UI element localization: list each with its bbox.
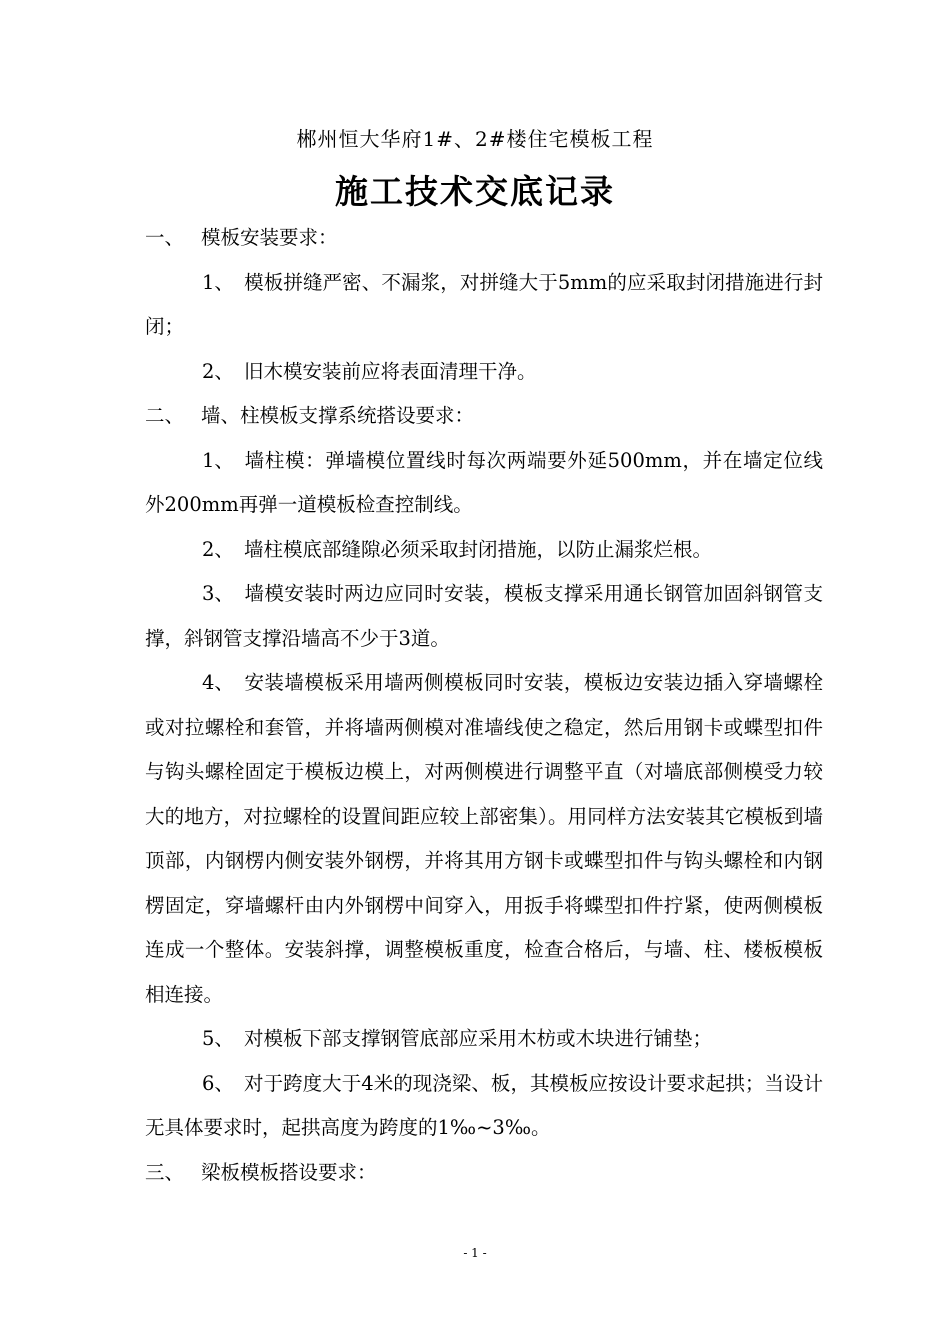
section-number: 一、 [145,226,185,249]
section-heading-3 [145,1151,823,1196]
document-subtitle: 郴州恒大华府1#、2#楼住宅模板工程 [296,127,654,151]
item-number: 1、 [202,270,234,294]
item-text: 墙模安装时两边应同时安装，模板支撑采用通长钢管加固斜钢管支撑，斜钢管支撑沿墙高不少于3道。 [145,582,823,650]
list-item [145,439,823,528]
item-number: 2、 [202,359,234,383]
item-number: 5、 [202,1027,234,1050]
item-text: 模板拼缝严密、不漏浆，对拼缝大于5mm的应采取封闭措施进行封闭； [145,270,823,338]
section-number: 三、 [145,1160,185,1184]
item-number: 4、 [202,671,234,694]
item-number: 2、 [202,537,234,561]
list-item [145,1062,823,1151]
item-number: 6、 [202,1071,234,1095]
list-item [145,528,823,573]
section-heading-2 [145,394,823,439]
section-title: 模板安装要求： [201,226,338,249]
document-body [145,216,823,1195]
item-text: 墙柱模底部缝隙必须采取封闭措施，以防止漏浆烂根。 [244,537,713,561]
section-title: 墙、柱模板支撑系统搭设要求： [201,404,475,427]
item-text: 墙柱模：弹墙模位置线时每次两端要外延500mm，并在墙定位线外200mm再弹一道模板检查控制线。 [145,448,823,516]
list-item [145,572,823,661]
list-item [145,661,823,1017]
item-text: 对于跨度大于4米的现浇梁、板，其模板应按设计要求起拱；当设计无具体要求时，起拱高度为跨度的1‰~3‰。 [145,1071,823,1139]
section-number: 二、 [145,404,185,427]
section-heading-1 [145,216,823,261]
page-number: - 1 - [463,1246,487,1260]
list-item [145,350,823,395]
item-number: 1、 [202,448,234,472]
section-title: 梁板模板搭设要求： [201,1160,377,1184]
list-item [145,1017,823,1062]
item-text: 安装墙模板采用墙两侧模板同时安装，模板边安装边插入穿墙螺栓或对拉螺栓和套管，并将墙两侧模对准墙线使之稳定，然后用钢卡或蝶型扣件与钩头螺栓固定于模板边模上，对两侧模进行调整平直（对墙底部侧模受力较大的地方，对拉螺栓的设置间距应较上部密集）。用同样方法安装其它模板到墙顶部，内钢楞内侧安装外钢楞，并将其用方钢卡或蝶型扣件与钩头螺栓和内钢楞固定，穿墙螺杆由内外钢楞中间穿入，用扳手将蝶型扣件拧紧，使两侧模板连成一个整体。安装斜撑，调整模板重度，检查合格后，与墙、柱、楼板模板相连接。 [145,671,823,1006]
item-text: 对模板下部支撑钢管底部应采用木枋或木块进行铺垫； [244,1027,713,1050]
list-item [145,261,823,350]
item-number: 3、 [202,582,234,605]
document-title: 施工技术交底记录 [335,172,615,211]
item-text: 旧木模安装前应将表面清理干净。 [244,359,537,383]
